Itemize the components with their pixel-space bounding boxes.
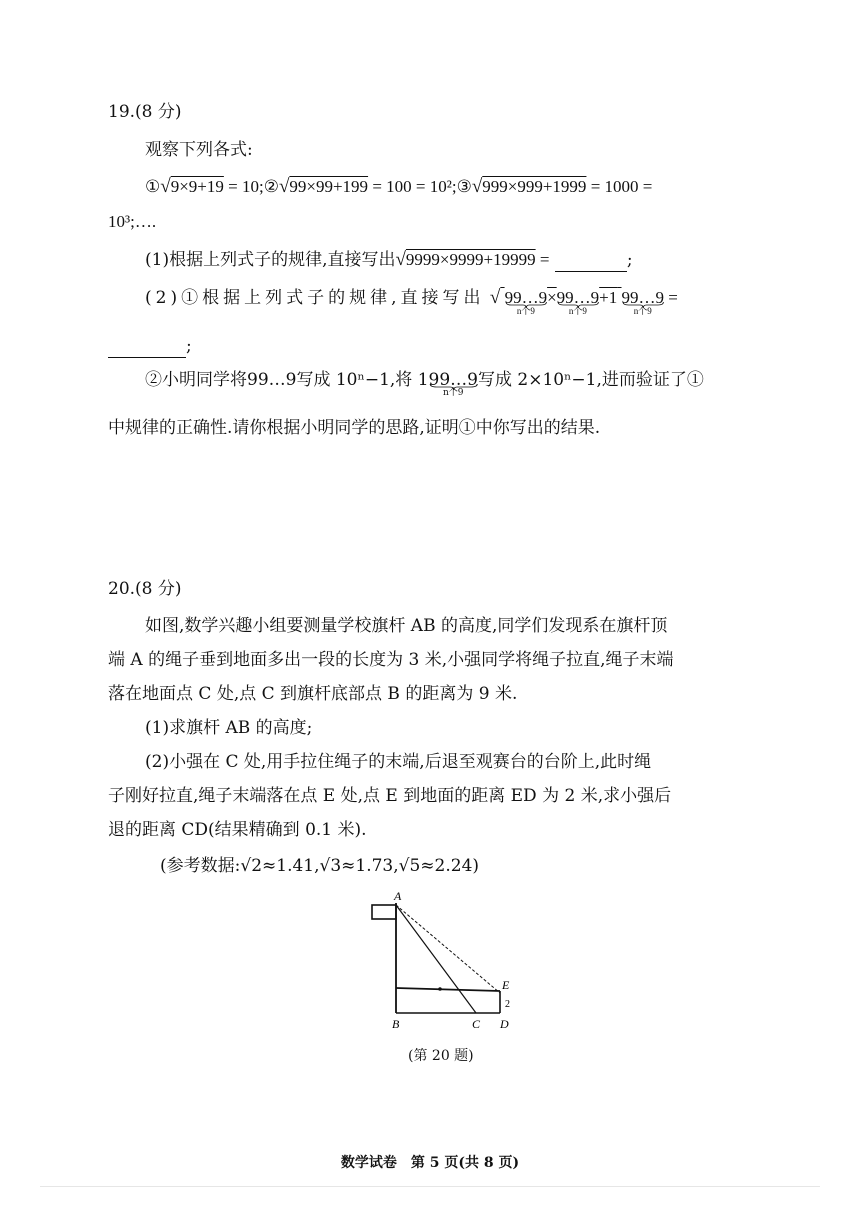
q20-part2-line-3: 退的距离 CD(结果精确到 0.1 米). [108, 820, 367, 840]
part2-equals: = [668, 288, 678, 307]
label-a: A [394, 889, 402, 903]
part1-radicand: 9999×9999+19999 [405, 250, 536, 269]
part2b-text-a: ②小明同学将99…9写成 10ⁿ−1,将 1 [145, 370, 429, 390]
formula-1-number: ① [145, 177, 161, 196]
q19-part2b [145, 368, 704, 398]
part2b-brace-term: 99…9 n个9 [428, 370, 478, 398]
part1-end: ; [626, 250, 633, 270]
q19-part2-answer-line [108, 334, 192, 358]
formula-2-radicand: 99×99+199 [289, 177, 369, 196]
flagpole-figure [360, 885, 530, 1035]
q20-header: 20.(8 分) [108, 579, 182, 599]
q20-part2-line-1: (2)小强在 C 处,用手拉住绳子的末端,后退至观赛台的台阶上,此时绳 [145, 752, 652, 772]
formula-1-result: = 10; [228, 177, 264, 196]
part2-end: ; [186, 336, 192, 356]
formula-3-number: ③ [456, 177, 472, 196]
q20-text-line-1: 如图,数学兴趣小组要测量学校旗杆 AB 的高度,同学们发现系在旗杆顶 [145, 616, 668, 636]
q19-part2 [145, 286, 678, 316]
bottom-divider [40, 1186, 820, 1187]
formula-2-number: ② [263, 177, 279, 196]
label-ed-length: 2 [505, 999, 510, 1010]
brace-label: n个9 [442, 388, 464, 398]
sqrt-icon: √ [278, 176, 290, 197]
plus-one: +1 [599, 288, 618, 307]
q19-header: 19.(8 分) [108, 102, 182, 122]
sqrt-icon: √ [489, 287, 501, 308]
platform-top [396, 988, 500, 991]
label-e: E [502, 978, 510, 992]
formula-2-result: = 100 = 10²; [372, 177, 457, 196]
sqrt-icon: √ [395, 249, 406, 270]
rope-ac [396, 905, 476, 1013]
label-b: B [392, 1017, 400, 1031]
formula-continuation: 10³;…. [108, 212, 157, 231]
label-d: D [500, 1017, 509, 1031]
figure-caption: (第 20 题) [408, 1048, 474, 1064]
part1-prompt: (1)根据上列式子的规律,直接写出 [145, 250, 396, 270]
times-sign: × [547, 288, 557, 307]
formula-1-radicand: 9×9+19 [170, 177, 224, 196]
midpoint-dot [438, 987, 442, 991]
part2-term-b: 99…9 n个9 [556, 288, 600, 316]
formula-3-radicand: 999×999+1999 [482, 177, 587, 196]
part2-answer-blank[interactable] [108, 339, 186, 358]
q19-formulas [145, 175, 652, 199]
q20-text-line-3: 落在地面点 C 处,点 C 到旗杆底部点 B 的距离为 9 米. [108, 684, 518, 704]
page-footer: 数学试卷 第 5 页(共 8 页) [340, 1155, 520, 1171]
rope-ae [396, 905, 500, 993]
brace-label: n个9 [516, 306, 535, 316]
brace-label: n个9 [568, 306, 587, 316]
formula-3-result: = 1000 = [590, 177, 653, 196]
part1-answer-blank[interactable] [555, 253, 627, 272]
sqrt-icon: √ [471, 176, 483, 197]
part2-prompt: (2)①根据上列式子的规律,直接写出 [145, 288, 485, 308]
label-c: C [472, 1017, 481, 1031]
q19-part2b-line2: 中规律的正确性.请你根据小明同学的思路,证明①中你写出的结果. [108, 418, 601, 438]
brace-label: n个9 [633, 306, 652, 316]
q19-intro: 观察下列各式: [145, 140, 253, 160]
sqrt-icon: √ [160, 176, 171, 197]
q19-part1 [145, 248, 633, 272]
part1-equals: = [539, 250, 550, 269]
part2-term-a: 99…9 n个9 [504, 288, 548, 316]
part2b-text-b: 写成 2×10ⁿ−1,进而验证了① [477, 370, 704, 390]
q20-part2-line-2: 子刚好拉直,绳子末端落在点 E 处,点 E 到地面的距离 ED 为 2 米,求小强后 [108, 786, 672, 806]
q20-reference-data: (参考数据:√2≈1.41,√3≈1.73,√5≈2.24) [160, 856, 480, 876]
q20-part1: (1)求旗杆 AB 的高度; [145, 718, 313, 738]
flag [372, 905, 396, 919]
q20-text-line-2: 端 A 的绳子垂到地面多出一段的长度为 3 米,小强同学将绳子拉直,绳子末端 [108, 650, 674, 670]
part2-term-c: 99…9 n个9 [621, 288, 665, 316]
